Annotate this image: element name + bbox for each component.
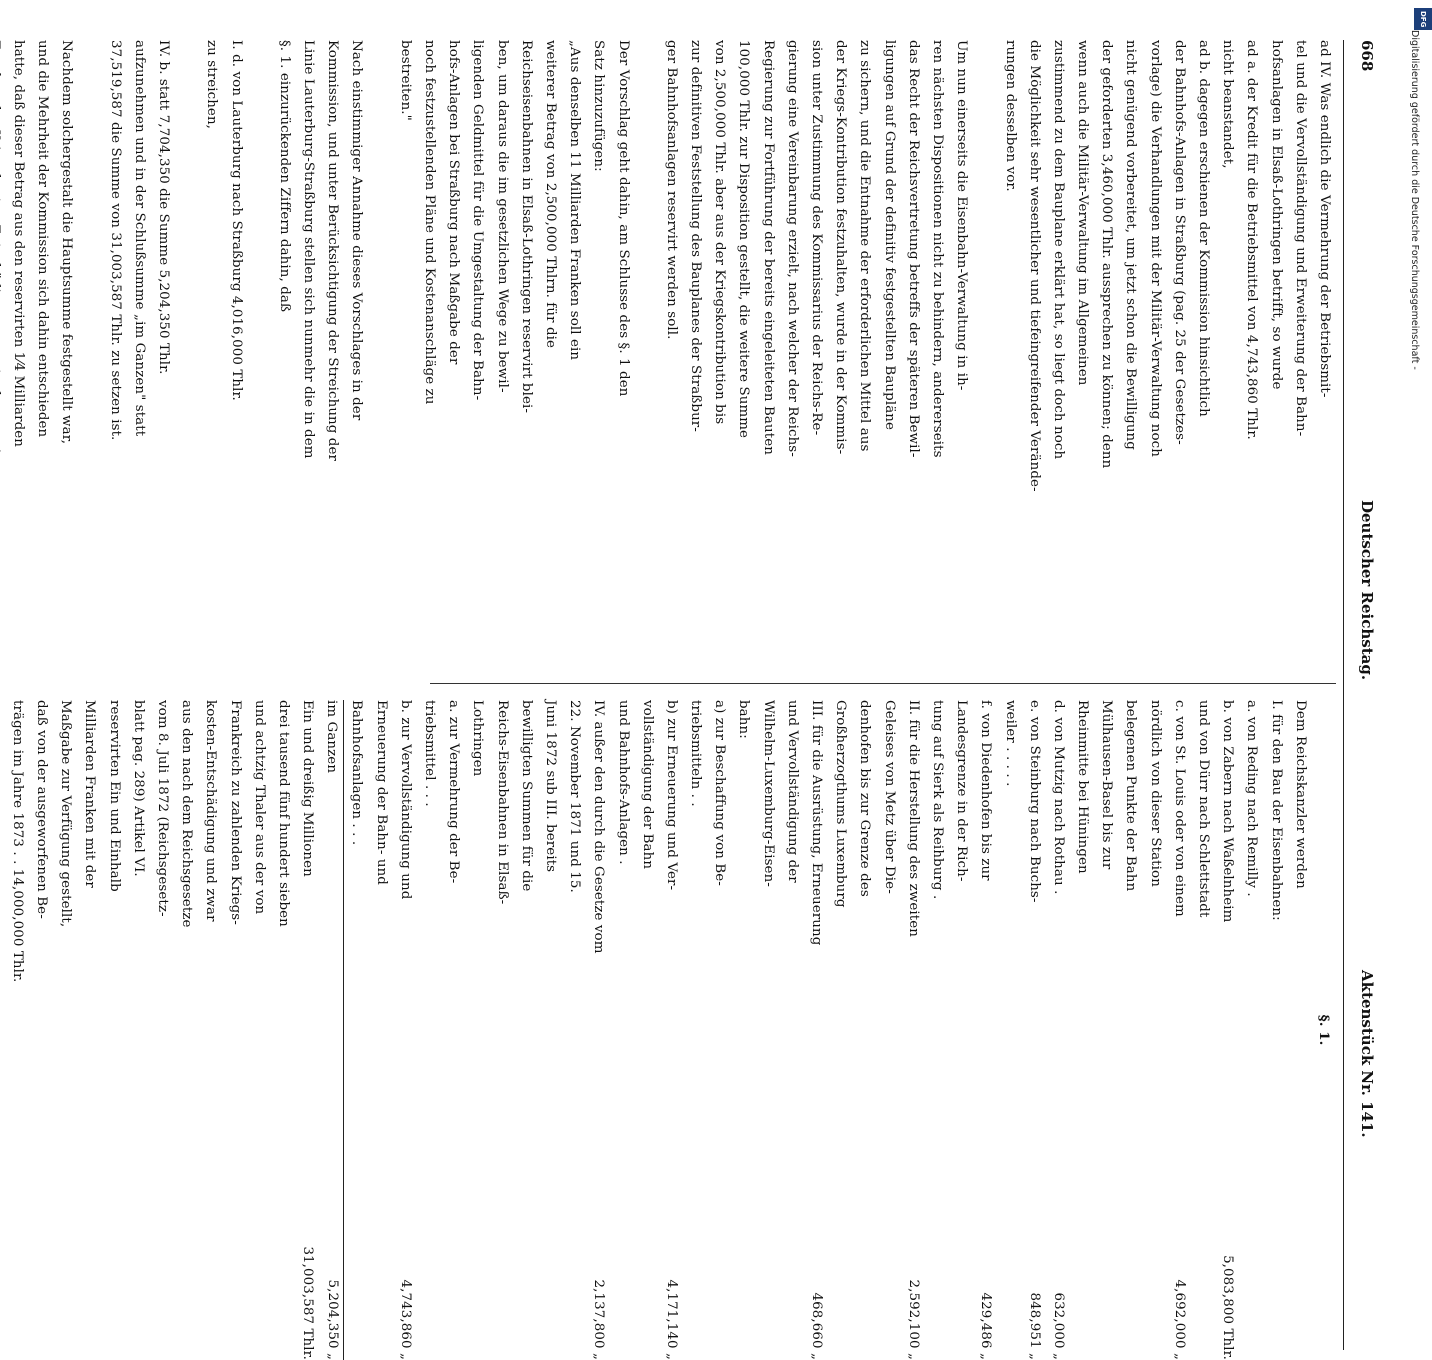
text-line: sion unter Zustimmung des Kommissarius der Reichs-Re- [809, 40, 825, 436]
appropriation-item [756, 700, 780, 1360]
item-label: Juni 1872 sub III. bereits [543, 700, 558, 873]
text-line: bestreiten." [397, 40, 413, 121]
appropriation-item [852, 700, 876, 1360]
text-line: gierung eine Vereinbarung erzielt, nach welcher der Reichs- [784, 40, 800, 457]
item-label: und Bahnhofs-Anlagen . [615, 700, 631, 865]
text-line: die Möglichkeit sehr wesentlicher und tiefeingreifender Verände- [1026, 40, 1042, 492]
item-amount: 5,083,800 Thlr. [1220, 1255, 1236, 1360]
text-line [248, 40, 272, 670]
item-amount: 4,171,140 „ [663, 1279, 679, 1360]
text-line: Um nun einerseits die Eisenbahn-Verwaltung in ih- [954, 40, 970, 391]
dfg-logo: DFG [1414, 8, 1432, 30]
appropriation-item [659, 700, 683, 1360]
text-line: von 2,500,000 Thlr. aber aus der Kriegskontribution bis [712, 40, 728, 425]
dfg-credit: Digitalisierung gefördert durch die Deutsche Forschungsgemeinschaft - [1409, 30, 1420, 370]
text-line [635, 40, 659, 670]
item-label: im Ganzen [324, 700, 340, 774]
appropriation-item [731, 700, 755, 1360]
text-line: Reichseisenbahnen in Elsaß-Lothringen reservirt blei- [518, 40, 534, 414]
appropriation-item [635, 700, 659, 1360]
appropriation-item [707, 700, 731, 1360]
item-label: b) zur Erneuerung und Ver- [663, 700, 679, 891]
item-label: nördlich von dieser Station [1147, 700, 1163, 887]
text-line: Frankreich zu zahlenden Kriegs- [227, 700, 243, 925]
item-label: Rheinmitte bei Hüningen [1075, 700, 1091, 874]
text-line: hatte, daß dieser Betrag aus den reservirten 1⁄4 Milliarden [10, 40, 26, 448]
text-line: noch festzustellenden Pläne und Kostenanschläge zu [422, 40, 438, 405]
appropriation-item [1022, 700, 1046, 1360]
text-line [0, 700, 5, 1360]
section-intro: Dem Reichskanzler werden [1292, 700, 1308, 889]
item-label: Reichs-Eisenbahnen in Elsaß- [494, 700, 510, 905]
item-label: triebsmittel . . . [422, 700, 438, 807]
text-line: nicht beanstandet, [1220, 40, 1236, 169]
item-amount: 31,003,587 Thlr. [300, 1246, 316, 1360]
item-label: weiler . . . . . [1002, 700, 1018, 787]
column-divider [430, 683, 1336, 684]
appropriation-item [901, 700, 925, 1360]
text-line: ad b. dagegen erschienen der Kommission hinsichtlich [1196, 40, 1212, 417]
text-line: ger Bahnhofsanlagen reservirt werden soll. [663, 40, 679, 340]
text-line: zu streichen, [204, 40, 220, 130]
item-amount: 468,660 „ [809, 1292, 825, 1360]
item-label: Geleises von Metz über Die- [881, 700, 897, 894]
appropriation-item [1143, 700, 1167, 1360]
item-amount: 2,137,800 „ [591, 1279, 607, 1360]
item-label: triebsmitteln . . [688, 700, 704, 807]
text-line: vom 8. Juli 1872 (Reichsgesetz- [155, 700, 170, 917]
text-line: Nachdem solchergestalt die Hauptsumme festgestellt war, [59, 40, 75, 445]
item-label: f. von Diedenhofen bis zur [978, 700, 994, 881]
item-label: III. für die Ausrüstung, Erneuerung [809, 700, 825, 946]
item-label: und Vervollständigung der [784, 700, 800, 883]
text-line [78, 40, 102, 670]
text-line: Kommission, und unter Berücksichtigung der Streichung der [325, 40, 341, 462]
text-line: weiterer Betrag von 2,500,000 Thlrn. für die [543, 40, 558, 349]
text-line: kosten-Entschädigung und zwar [203, 700, 219, 922]
text-line: wenn auch die Militär-Verwaltung im Allgemeinen [1075, 40, 1091, 386]
closing-text [0, 700, 319, 1360]
text-line: zustimmend zu dem Bauplane erklärt hat, so liegt doch noch [1050, 40, 1066, 460]
text-line [175, 40, 199, 670]
item-label: a) zur Beschaffung von Be- [712, 700, 728, 886]
item-label: d. von Mutzig nach Rothau . [1050, 700, 1066, 895]
item-label: I. für den Bau der Eisenbahnen: [1268, 700, 1284, 921]
appropriation-item [949, 700, 973, 1360]
text-line: Linie Lauterburg-Straßburg stellen sich nunmehr die in dem [301, 40, 317, 459]
item-label: c. von St. Louis oder von einem [1171, 700, 1187, 917]
text-line: trägen im Jahre 1873 . . 14,000,000 Thlr. [9, 700, 25, 983]
appropriation-item [804, 700, 828, 1360]
text-line: zu sichern, und die Entnahme der erforderlichen Mittel aus [857, 40, 873, 452]
text-line: der geforderten 3,460,000 Thlr. aussprechen zu können; denn [1099, 40, 1115, 469]
text-line [369, 40, 393, 670]
item-label: a. zur Vermehrung der Be- [446, 700, 462, 884]
right-column [0, 700, 1336, 1360]
text-line: tel und die Vervollständigung und Erweiterung der Bahn- [1292, 40, 1308, 437]
appropriation-item [441, 700, 465, 1360]
text-line: ad a. der Kredit für die Betriebsmittel von 4,743,860 Thlr. [1244, 40, 1260, 440]
text-line: 37,519,587 die Summe von 31,003,587 Thlr. zu setzen ist. [107, 40, 123, 441]
header-rule [1343, 40, 1344, 1350]
text-line: das Recht der Reichsvertretung betreffs der späteren Bewil- [905, 40, 921, 458]
text-line: 100,000 Thlr. zur Disposition gestellt, die weitere Summe [736, 40, 752, 439]
appropriation-item [1118, 700, 1142, 1360]
text-line: der Kriegs-Kontribution festzuhalten, wurde in der Kommis- [833, 40, 849, 455]
text-line: Nach einstimmiger Annahme dieses Vorschlages in der [349, 40, 365, 421]
text-line: aus den nach dem Reichsgesetze [179, 700, 195, 928]
item-label: a. von Reding nach Remilly . [1244, 700, 1260, 897]
item-label: Wilhelm-Luxemburg-Eisen- [760, 700, 776, 887]
item-label: b. von Zabern nach Waßelnheim [1220, 700, 1236, 923]
text-line: reservirten Ein und Einhalb [106, 700, 122, 892]
text-line: ligungen auf Grund der definitiv festgestellten Baupläne [881, 40, 897, 431]
item-label: bewilligten Summen für die [518, 700, 534, 892]
item-label: b. zur Vervollständigung und [397, 700, 413, 900]
item-amount: 848,951 „ [1026, 1292, 1042, 1360]
text-line: der Bahnhofs-Anlagen in Straßburg (pag. 25 der Gesetzes- [1171, 40, 1187, 445]
text-line: IV. b. statt 7,704,350 die Summe 5,204,350 Thlr. [156, 40, 171, 375]
text-line: zur definitiven Feststellung des Bauplanes der Straßbur- [688, 40, 704, 432]
appropriation-item [393, 700, 417, 1360]
item-amount: 4,743,860 „ [397, 1279, 413, 1360]
item-label: Mülhausen-Basel bis zur [1099, 700, 1115, 870]
text-line: und die Mehrheit der Kommission sich dahin entschieden [35, 40, 51, 438]
item-label: Erneuerung der Bahn- und [373, 700, 389, 885]
text-line: hofs-Anlagen bei Straßburg nach Maßgabe der [446, 40, 462, 365]
item-amount: 5,204,350 „ [325, 1279, 341, 1360]
document-reference: Aktenstück Nr. 141. [1358, 970, 1376, 1138]
text-line: aufzunehmen und in der Schlußsumme „im Ganzen" statt [131, 40, 147, 437]
item-label: Großherzogthums Luxemburg [833, 700, 849, 908]
appropriation-item [489, 700, 513, 1360]
item-amount: 4,692,000 „ [1171, 1279, 1187, 1360]
text-line: nicht genügend vorbereitet, um jetzt schon die Bewilligung [1123, 40, 1139, 450]
item-label: und von Dürr nach Schlettstadt [1196, 700, 1212, 918]
appropriation-item [1215, 700, 1239, 1360]
text-line: ben, um daraus die im gesetzlichen Wege zu bewil- [494, 40, 510, 393]
text-line: daß von der ausgeworfenen Be- [34, 700, 50, 919]
running-title: Deutscher Reichstag. [1358, 500, 1376, 681]
text-line: blatt pag. 289) Artikel VI. [130, 700, 146, 877]
text-line: Der Vorschlag geht dahin, am Schlusse des §. 1 den [615, 40, 631, 397]
appropriation-item [1263, 700, 1287, 1360]
appropriation-item [1167, 700, 1191, 1360]
item-label: denhofen bis zur Grenze des [857, 700, 873, 897]
text-line: §. 1. einzurückenden Ziffern dahin, daß [276, 40, 292, 313]
item-label: vollständigung der Bahn [639, 700, 655, 870]
text-line: rungen desselben vor. [1002, 40, 1018, 192]
appropriation-item [876, 700, 900, 1360]
item-label: Lothringen [470, 700, 486, 777]
text-line: Milliarden Franken mit der [82, 700, 98, 888]
item-amount: 429,486 „ [978, 1292, 994, 1360]
item-amount: 2,592,100 „ [905, 1279, 921, 1360]
text-line: Maßgabe zur Verfügung gestellt, [58, 700, 74, 928]
item-label: tung auf Sierk als Reihburg . [930, 700, 945, 900]
text-line [973, 40, 997, 670]
text-line: drei tausend fünf hundert sieben [275, 700, 291, 927]
text-line: ad IV. Was endlich die Vermehrung der Betriebsmit- [1317, 40, 1332, 398]
text-line: hofsanlagen in Elsaß-Lothringen betrifft, so wurde [1268, 40, 1284, 390]
section-heading: §. 1. [1316, 1014, 1332, 1046]
appropriation-item [562, 700, 586, 1360]
text-line: Ein und dreißig Millionen [300, 700, 316, 877]
item-label: belegenen Punkte der Bahn [1123, 700, 1139, 892]
item-label: e. von Steinburg nach Buchs- [1026, 700, 1042, 903]
text-line: „Aus denselben 11 Milliarden Franken soll ein [567, 40, 583, 361]
text-line: I. d. von Lauterburg nach Straßburg 4,016,000 Thlr. [228, 40, 244, 401]
item-label: Bahnhofsanlagen . . . [349, 700, 365, 846]
item-amount: 632,000 „ [1050, 1292, 1066, 1360]
appropriation-item [369, 700, 393, 1360]
text-line: und achtzig Thaler aus der von [251, 700, 267, 915]
text-line: Regierung zur Fortführung der bereits eingeleiteten Bauten [760, 40, 776, 455]
appropriation-item [1094, 700, 1118, 1360]
item-label: bahn: [736, 700, 752, 739]
item-label: Landesgrenze in der Rich- [954, 700, 970, 882]
appropriation-item [514, 700, 538, 1360]
text-line: ligenden Geldmittel für die Umgestaltung der Bahn- [470, 40, 486, 401]
appropriation-item [538, 700, 562, 1360]
appropriation-item [465, 700, 489, 1360]
text-line: Satz hinzuzufügen: [591, 40, 607, 172]
text-line [0, 40, 6, 670]
appropriation-item [586, 700, 610, 1360]
appropriation-item [780, 700, 804, 1360]
appropriation-item [973, 700, 997, 1360]
item-label: IV. außer den durch die Gesetze vom [591, 700, 607, 954]
page-number: 668 [1358, 40, 1376, 72]
item-label: 22. November 1871 und 15. [567, 700, 583, 893]
text-line: ren nächsten Dispositionen nicht zu behindern, andererseits [930, 40, 945, 458]
left-column [0, 40, 1336, 670]
item-label: II. für die Herstellung des zweiten [905, 700, 921, 937]
text-line: vorlage) die Verhandlungen mit der Militär-Verwaltung noch [1147, 40, 1163, 457]
